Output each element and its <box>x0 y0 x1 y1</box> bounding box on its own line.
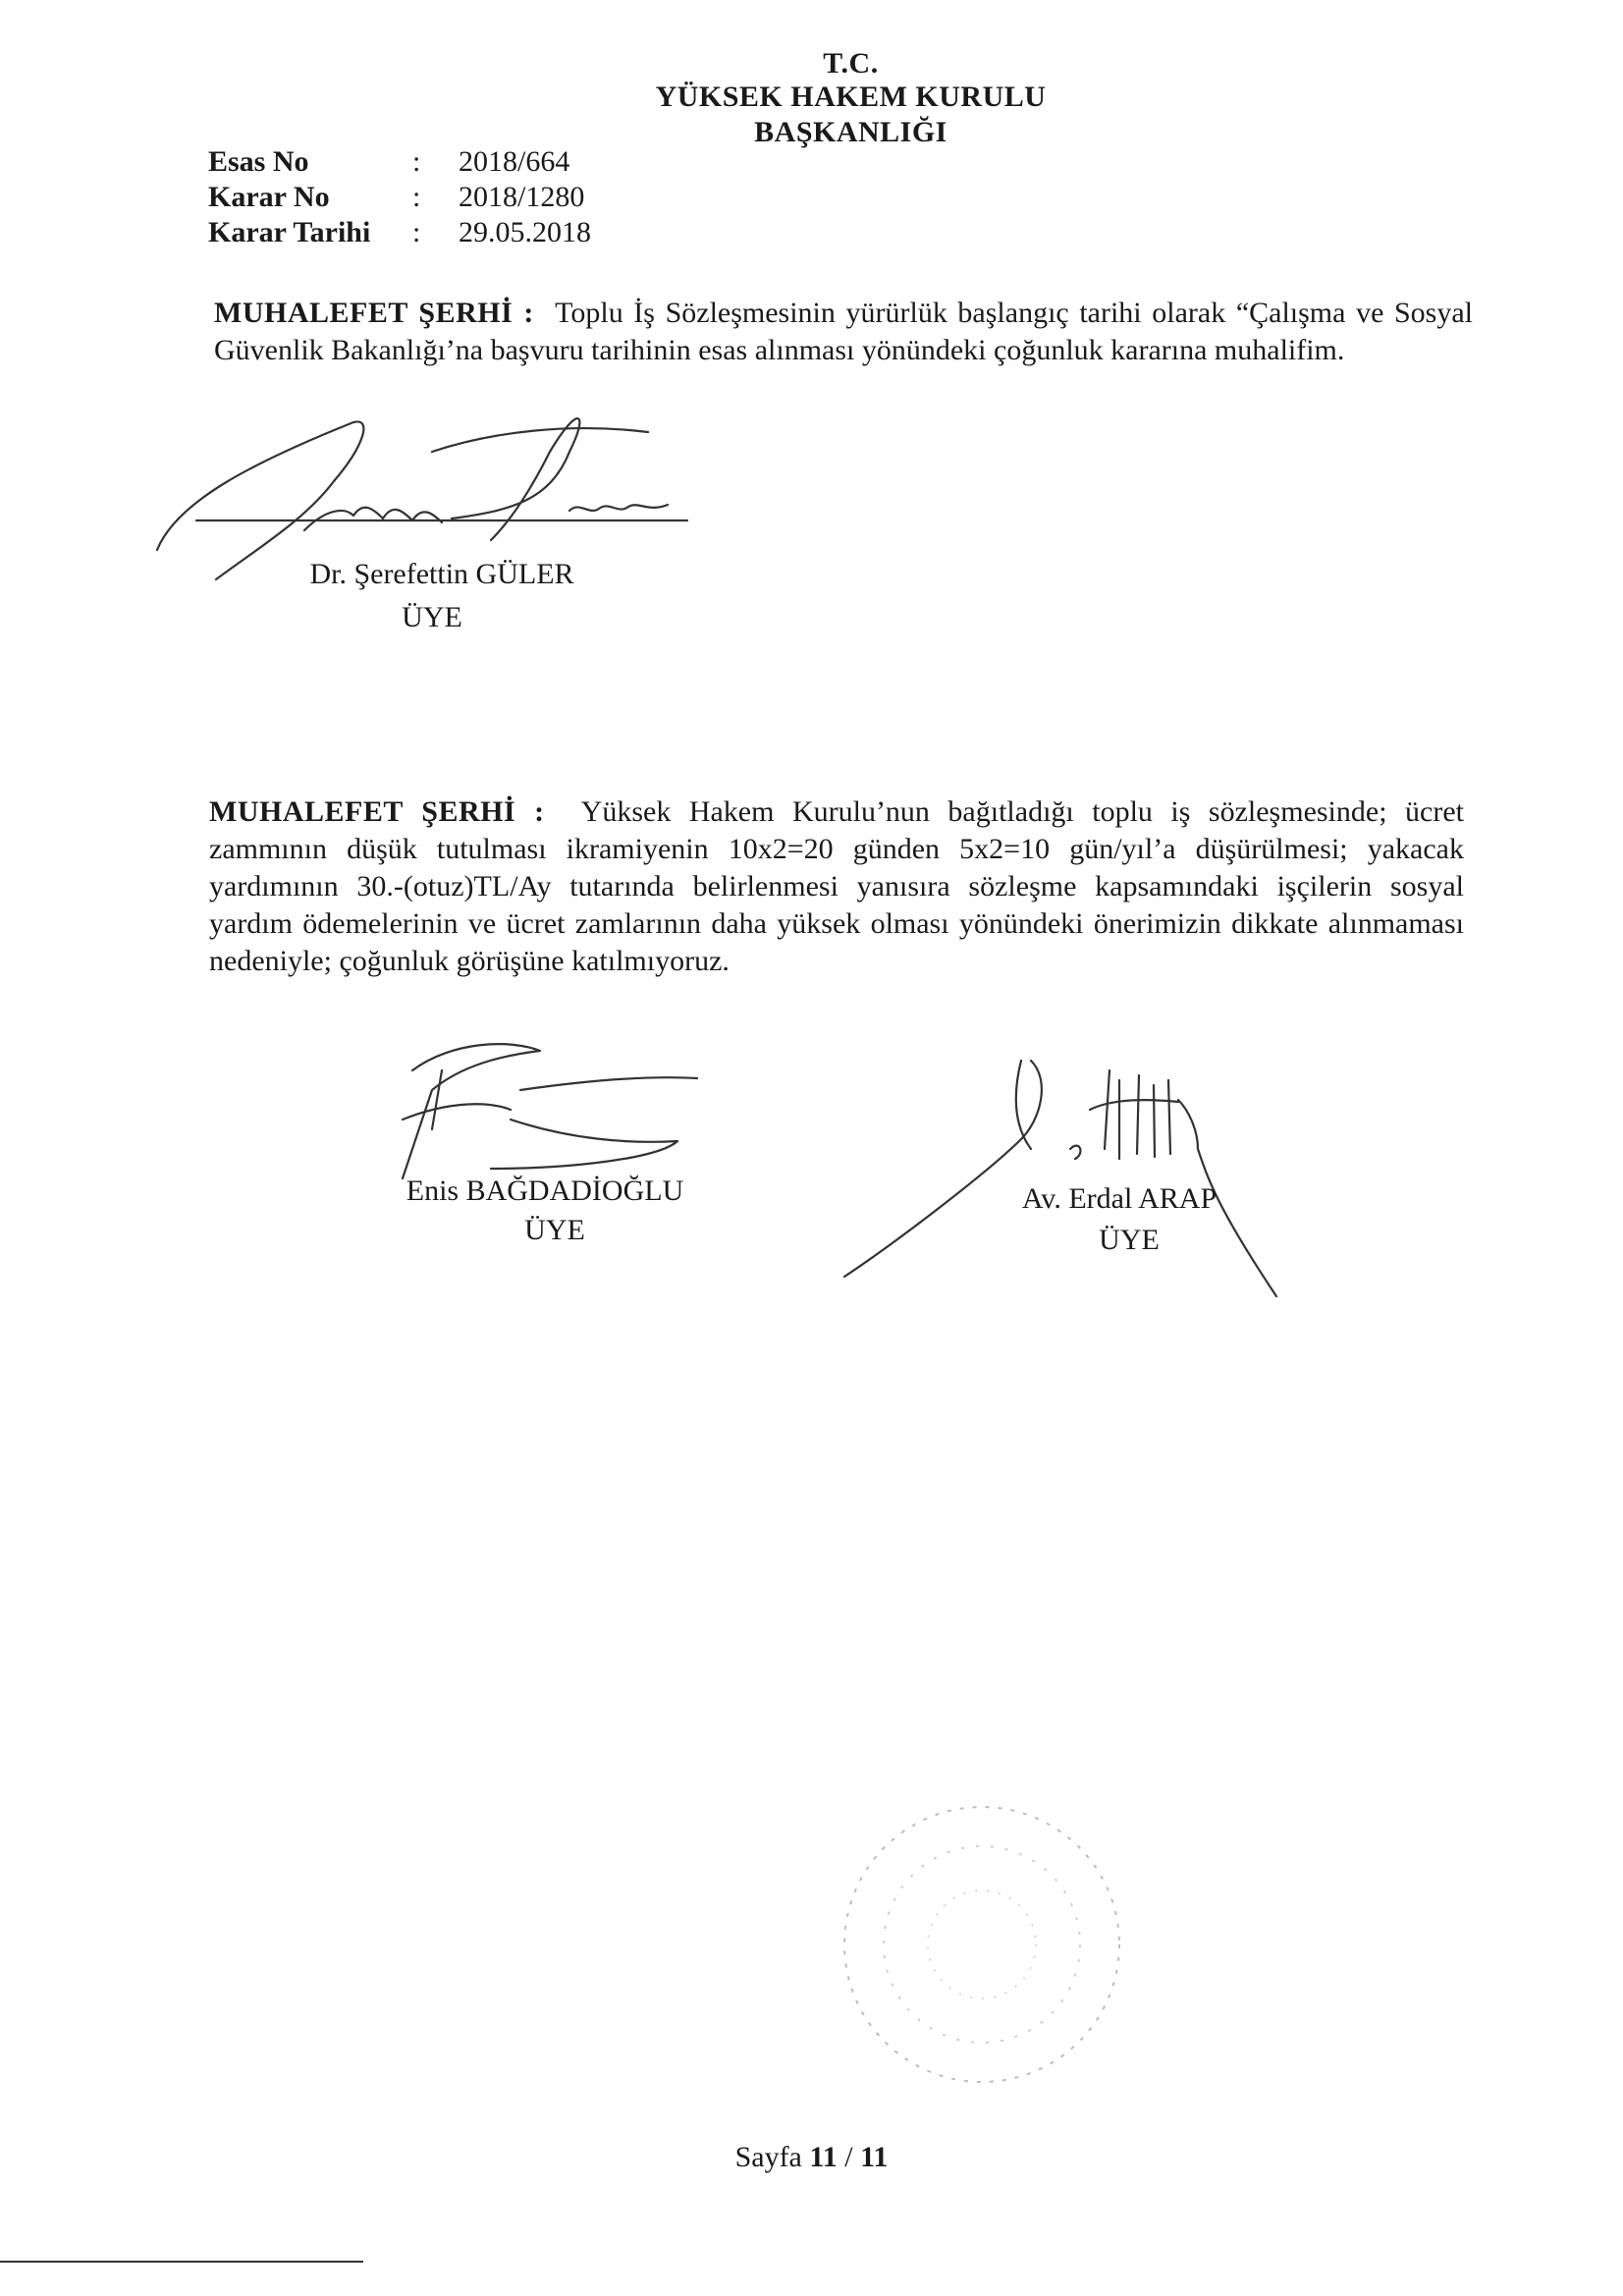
dissent-1-body: Toplu İş Sözleşmesinin yürürlük başlangıç tarihi olarak “Çalışma ve Sosyal Güvenlik Bakanlığı’na başvuru tarihinin esas alınması yönündeki çoğunluk kararına muhalifim. <box>214 297 1474 366</box>
dissent-2-signer-1-name: Enis BAĞDADİOĞLU <box>406 1175 684 1207</box>
dissent-2-paragraph <box>209 793 1464 980</box>
signature-bagdadioglu <box>373 1031 727 1188</box>
header-institution: YÜKSEK HAKEM KURULU <box>655 81 1047 113</box>
dissent-2-signer-2-name: Av. Erdal ARAP <box>1021 1182 1217 1215</box>
dissent-1-paragraph <box>214 295 1473 369</box>
page-number <box>0 2141 1623 2174</box>
dissent-2-body: Yüksek Hakem Kurulu’nun bağıtladığı toplu iş sözleşmesinde; ücret zammının düşük tutulması ikramiyenin 10x2=20 günden 5x2=10 gün/yıl’a düşürülmesi; yakacak yardımının 30.-(otuz)TL/Ay tutarında belirlenmesi yanısıra sözleşme kapsamındaki işçilerin sosyal yardım ödemelerinin ve ücret zamlarının daha yüksek olması yönündeki önerimizin dikkate alınmaması nedeniyle; çoğunluk görüşüne katılmıyoruz. <box>209 795 1464 977</box>
meta-colon: : <box>412 181 421 213</box>
dissent-2-signer-1-role: ÜYE <box>524 1214 585 1246</box>
page-separator: / <box>837 2141 861 2173</box>
meta-value: 2018/664 <box>459 145 570 178</box>
page-prefix: Sayfa <box>734 2141 810 2173</box>
page-total: 11 <box>860 2141 889 2173</box>
header-presidency: BAŞKANLIĞI <box>754 116 947 148</box>
meta-colon: : <box>412 216 421 248</box>
signature-arap <box>825 1041 1316 1306</box>
dissent-2-heading: MUHALEFET ŞERHİ : <box>209 795 545 828</box>
dissent-1-signer-role: ÜYE <box>402 601 462 633</box>
dissent-1-signer-name: Dr. Şerefettin GÜLER <box>309 558 574 590</box>
dissent-2-signer-2-role: ÜYE <box>1099 1224 1160 1256</box>
meta-label: Esas No <box>208 145 309 178</box>
dissent-1-heading: MUHALEFET ŞERHİ : <box>214 297 534 329</box>
footer-rule <box>0 2261 363 2263</box>
meta-label: Karar Tarihi <box>208 216 371 248</box>
header-tc: T.C. <box>823 47 879 80</box>
meta-value: 29.05.2018 <box>459 216 591 248</box>
page-current: 11 <box>809 2141 838 2173</box>
meta-colon: : <box>412 145 421 178</box>
meta-value: 2018/1280 <box>459 181 585 213</box>
meta-label: Karar No <box>208 181 330 213</box>
official-seal-stamp <box>825 1787 1139 2102</box>
